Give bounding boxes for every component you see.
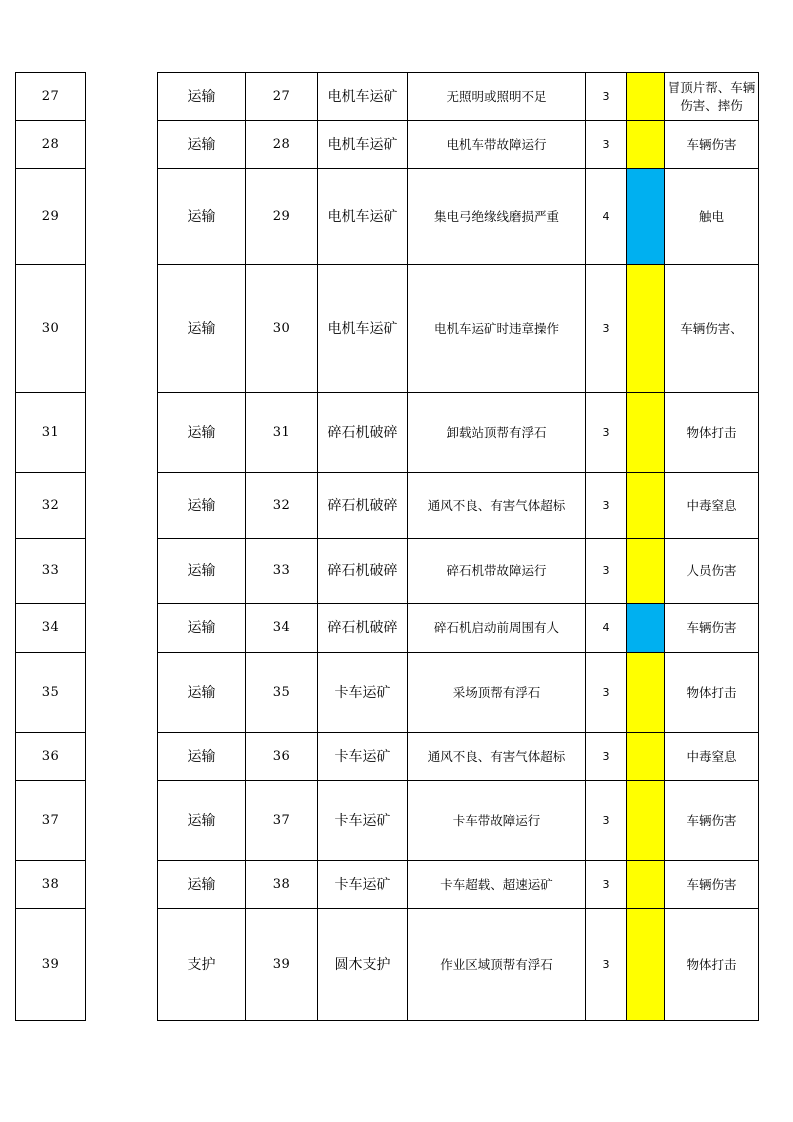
process-cell: 圆木支护	[318, 909, 408, 1021]
table-row	[158, 653, 759, 733]
table-row	[158, 909, 759, 1021]
risk-color-cell	[627, 653, 665, 733]
accident-type-cell: 中毒窒息	[665, 473, 759, 539]
risk-color-cell	[627, 473, 665, 539]
seq-cell: 30	[246, 265, 318, 393]
row-number-cell: 35	[16, 653, 86, 733]
accident-type-cell: 车辆伤害	[665, 604, 759, 653]
category-cell: 运输	[158, 121, 246, 169]
category-cell: 运输	[158, 861, 246, 909]
risk-color-cell	[627, 733, 665, 781]
risk-level-cell: 3	[586, 539, 627, 604]
category-cell: 运输	[158, 604, 246, 653]
process-cell: 电机车运矿	[318, 73, 408, 121]
table-row	[16, 781, 86, 861]
row-number-cell: 38	[16, 861, 86, 909]
table-row	[158, 604, 759, 653]
table-row	[158, 539, 759, 604]
table-row	[158, 781, 759, 861]
process-cell: 电机车运矿	[318, 265, 408, 393]
row-number-cell: 32	[16, 473, 86, 539]
row-number-cell: 31	[16, 393, 86, 473]
accident-type-cell: 车辆伤害	[665, 861, 759, 909]
accident-type-cell: 冒顶片帮、车辆伤害、摔伤	[665, 73, 759, 121]
table-row	[16, 861, 86, 909]
category-cell: 运输	[158, 169, 246, 265]
row-number-cell: 27	[16, 73, 86, 121]
category-cell: 运输	[158, 73, 246, 121]
row-number-cell: 39	[16, 909, 86, 1021]
accident-type-cell: 物体打击	[665, 653, 759, 733]
hazard-cell: 卸载站顶帮有浮石	[408, 393, 586, 473]
table-row	[16, 169, 86, 265]
risk-level-cell: 3	[586, 265, 627, 393]
category-cell: 支护	[158, 909, 246, 1021]
seq-cell: 39	[246, 909, 318, 1021]
hazard-table	[157, 72, 759, 1021]
risk-color-cell	[627, 169, 665, 265]
risk-level-cell: 3	[586, 909, 627, 1021]
risk-color-cell	[627, 781, 665, 861]
category-cell: 运输	[158, 393, 246, 473]
accident-type-cell: 车辆伤害、	[665, 265, 759, 393]
process-cell: 卡车运矿	[318, 653, 408, 733]
accident-type-cell: 物体打击	[665, 909, 759, 1021]
table-row	[16, 73, 86, 121]
risk-level-cell: 4	[586, 169, 627, 265]
category-cell: 运输	[158, 733, 246, 781]
category-cell: 运输	[158, 653, 246, 733]
seq-cell: 34	[246, 604, 318, 653]
row-number-cell: 30	[16, 265, 86, 393]
risk-level-cell: 3	[586, 473, 627, 539]
accident-type-cell: 车辆伤害	[665, 781, 759, 861]
risk-level-cell: 3	[586, 653, 627, 733]
risk-level-cell: 3	[586, 781, 627, 861]
risk-color-cell	[627, 861, 665, 909]
hazard-cell: 作业区域顶帮有浮石	[408, 909, 586, 1021]
process-cell: 电机车运矿	[318, 121, 408, 169]
table-row	[16, 604, 86, 653]
seq-cell: 27	[246, 73, 318, 121]
table-row	[158, 473, 759, 539]
row-number-cell: 28	[16, 121, 86, 169]
table-row	[16, 539, 86, 604]
table-row	[158, 169, 759, 265]
hazard-cell: 碎石机带故障运行	[408, 539, 586, 604]
process-cell: 碎石机破碎	[318, 604, 408, 653]
table-row	[158, 861, 759, 909]
risk-level-cell: 3	[586, 121, 627, 169]
row-number-cell: 36	[16, 733, 86, 781]
table-row	[158, 121, 759, 169]
table-row	[16, 733, 86, 781]
category-cell: 运输	[158, 781, 246, 861]
table-row	[158, 393, 759, 473]
table-row	[16, 909, 86, 1021]
accident-type-cell: 人员伤害	[665, 539, 759, 604]
table-row	[158, 733, 759, 781]
table-row	[16, 393, 86, 473]
seq-cell: 28	[246, 121, 318, 169]
seq-cell: 35	[246, 653, 318, 733]
hazard-cell: 采场顶帮有浮石	[408, 653, 586, 733]
table-row	[16, 265, 86, 393]
risk-color-cell	[627, 393, 665, 473]
table-row	[16, 121, 86, 169]
row-number-cell: 34	[16, 604, 86, 653]
hazard-cell: 电机车带故障运行	[408, 121, 586, 169]
table-row	[158, 73, 759, 121]
risk-color-cell	[627, 909, 665, 1021]
process-cell: 碎石机破碎	[318, 393, 408, 473]
seq-cell: 36	[246, 733, 318, 781]
hazard-cell: 集电弓绝缘线磨损严重	[408, 169, 586, 265]
accident-type-cell: 中毒窒息	[665, 733, 759, 781]
risk-color-cell	[627, 265, 665, 393]
accident-type-cell: 物体打击	[665, 393, 759, 473]
risk-level-cell: 3	[586, 733, 627, 781]
process-cell: 卡车运矿	[318, 861, 408, 909]
process-cell: 卡车运矿	[318, 781, 408, 861]
table-row	[16, 653, 86, 733]
hazard-cell: 电机车运矿时违章操作	[408, 265, 586, 393]
table-row	[158, 265, 759, 393]
seq-cell: 37	[246, 781, 318, 861]
process-cell: 电机车运矿	[318, 169, 408, 265]
category-cell: 运输	[158, 539, 246, 604]
category-cell: 运输	[158, 473, 246, 539]
risk-level-cell: 3	[586, 73, 627, 121]
seq-cell: 33	[246, 539, 318, 604]
hazard-cell: 无照明或照明不足	[408, 73, 586, 121]
row-number-cell: 29	[16, 169, 86, 265]
hazard-cell: 通风不良、有害气体超标	[408, 733, 586, 781]
risk-color-cell	[627, 539, 665, 604]
category-cell: 运输	[158, 265, 246, 393]
seq-cell: 32	[246, 473, 318, 539]
row-number-table	[15, 72, 86, 1021]
process-cell: 碎石机破碎	[318, 539, 408, 604]
table-row	[16, 473, 86, 539]
hazard-cell: 碎石机启动前周围有人	[408, 604, 586, 653]
accident-type-cell: 车辆伤害	[665, 121, 759, 169]
process-cell: 碎石机破碎	[318, 473, 408, 539]
accident-type-cell: 触电	[665, 169, 759, 265]
risk-color-cell	[627, 121, 665, 169]
risk-level-cell: 3	[586, 393, 627, 473]
risk-color-cell	[627, 604, 665, 653]
hazard-cell: 通风不良、有害气体超标	[408, 473, 586, 539]
process-cell: 卡车运矿	[318, 733, 408, 781]
seq-cell: 38	[246, 861, 318, 909]
risk-level-cell: 3	[586, 861, 627, 909]
risk-level-cell: 4	[586, 604, 627, 653]
risk-color-cell	[627, 73, 665, 121]
seq-cell: 29	[246, 169, 318, 265]
hazard-cell: 卡车带故障运行	[408, 781, 586, 861]
hazard-cell: 卡车超载、超速运矿	[408, 861, 586, 909]
row-number-cell: 33	[16, 539, 86, 604]
seq-cell: 31	[246, 393, 318, 473]
row-number-cell: 37	[16, 781, 86, 861]
